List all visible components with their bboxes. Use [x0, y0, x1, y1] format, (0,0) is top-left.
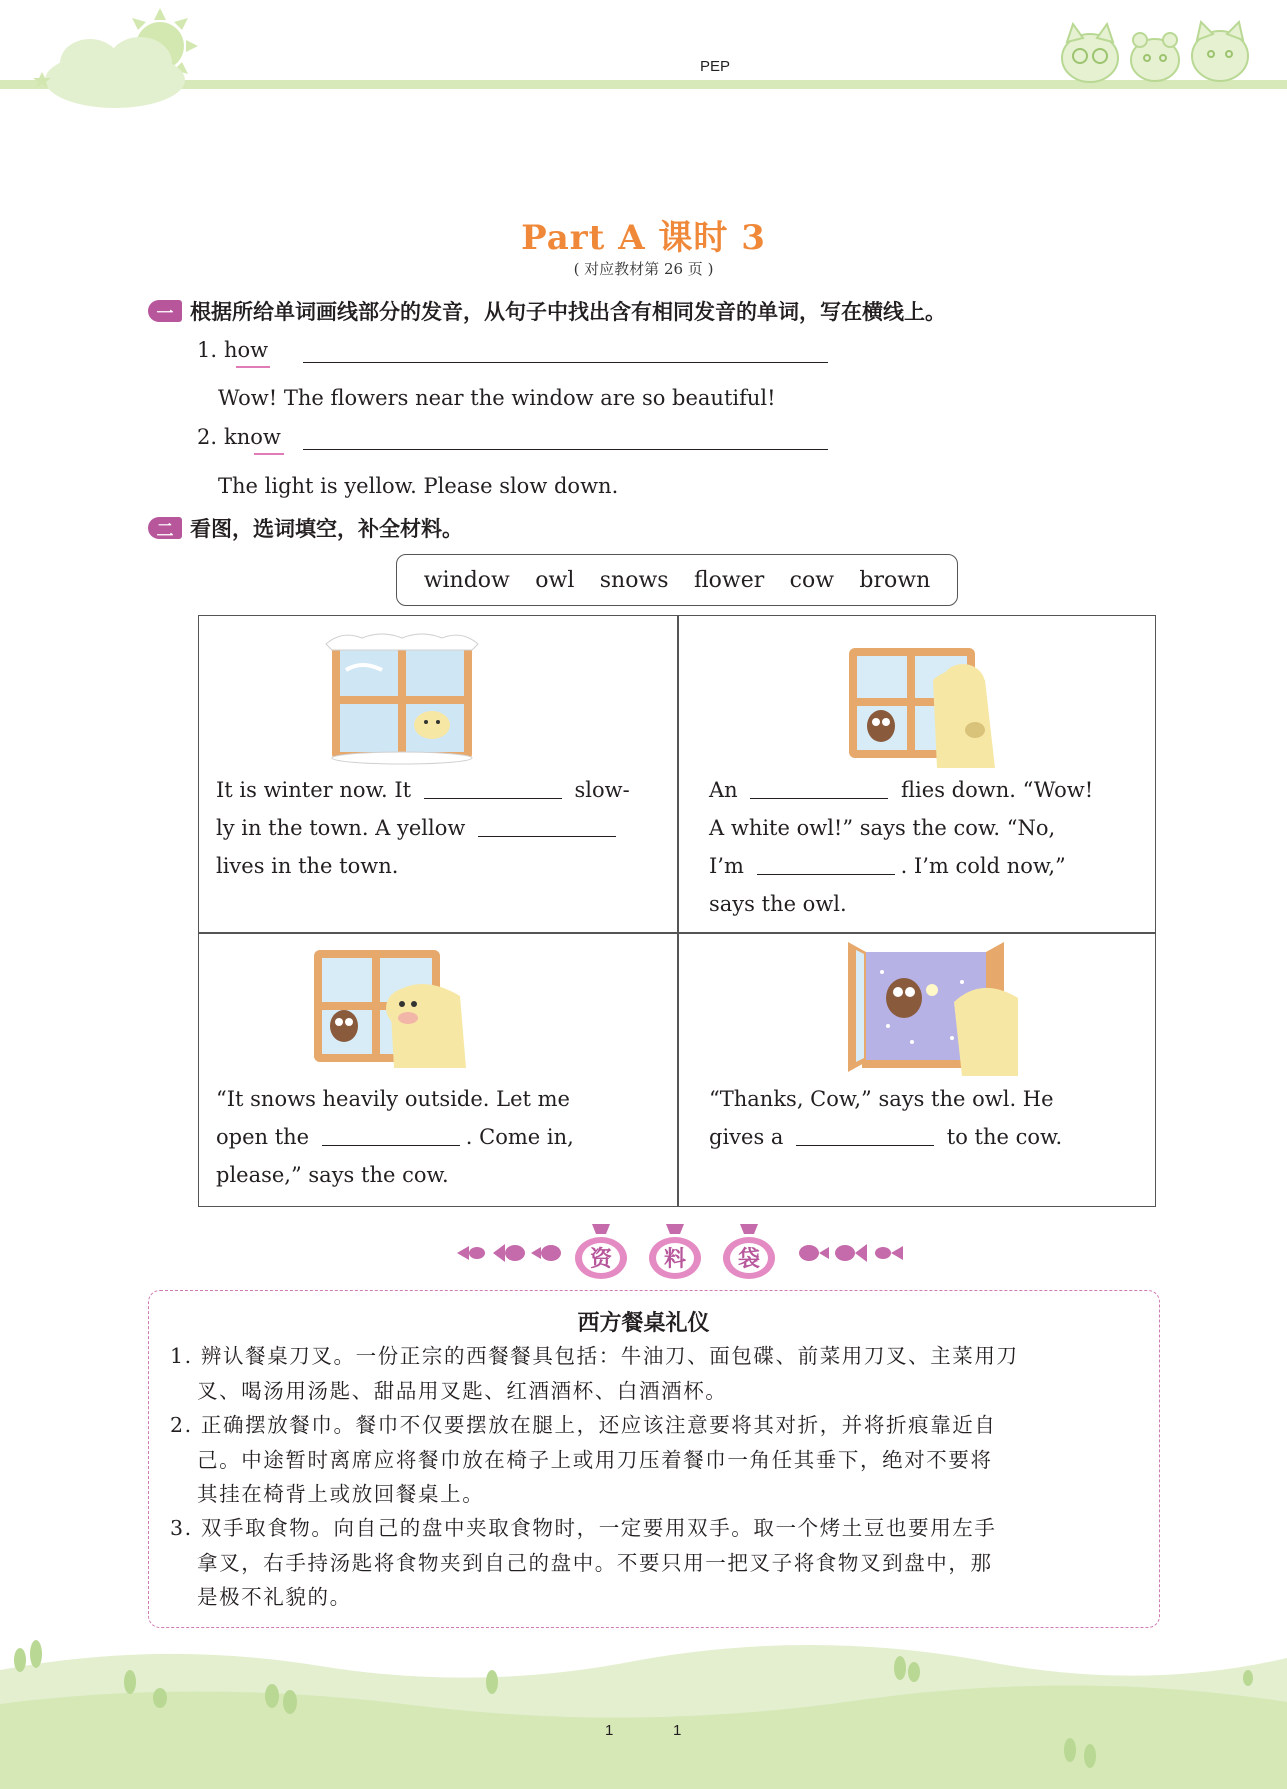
section2-instruction: 看图，选词填空，补全材料。	[190, 517, 463, 541]
sun-cloud-decoration	[20, 8, 210, 113]
item2-underline	[254, 453, 284, 455]
owl-gives-flower-illustration	[842, 942, 1022, 1076]
cell3-line2a: open the	[216, 1125, 316, 1149]
item2-sentence: The light is yellow. Please slow down.	[218, 474, 619, 498]
item1-answer-line[interactable]	[303, 362, 828, 363]
word-bank-item: cow	[789, 567, 835, 593]
cell2-blank2[interactable]	[757, 874, 895, 875]
item2-number: 2.	[197, 425, 218, 449]
item1-number: 1.	[197, 338, 218, 362]
cell2-line2: A white owl!” says the cow. “No,	[709, 816, 1056, 840]
cell2-blank1[interactable]	[750, 798, 888, 799]
item2-word: know	[224, 425, 281, 449]
word-bank-item: owl	[535, 567, 575, 593]
word-bank	[396, 554, 958, 606]
section1-badge: 一	[148, 300, 182, 322]
page-subtitle: ( 对应教材第 26 页 )	[573, 260, 714, 278]
page-title: Part A 课时 3	[521, 218, 766, 258]
snowy-window-illustration	[322, 630, 482, 766]
item1-word: how	[224, 338, 269, 362]
header-label: PEP	[700, 58, 731, 75]
info-title: 西方餐桌礼仪	[577, 1311, 710, 1336]
cell4-line2a: gives a	[709, 1125, 791, 1149]
fish-decoration-left	[455, 1238, 565, 1268]
cell4-line2b: to the cow.	[940, 1125, 1063, 1149]
info-p1-line2: 叉、喝汤用汤匙、甜品用叉匙、红酒酒杯、白酒酒杯。	[197, 1378, 728, 1403]
cell1-line1a: It is winter now. It	[216, 778, 418, 802]
cell4-text	[709, 1080, 1062, 1156]
section1-instruction: 根据所给单词画线部分的发音，从句子中找出含有相同发音的单词，写在横线上。	[190, 300, 946, 324]
section2-badge: 二	[148, 517, 182, 539]
grid-divider-horizontal	[198, 932, 1156, 934]
cell2-text	[709, 771, 1093, 923]
info-p3-line2: 拿叉，右手持汤匙将食物夹到自己的盘中。不要只用一把叉子将食物叉到盘中，那	[197, 1550, 993, 1575]
cell1-text	[216, 771, 630, 885]
cell2-line3b: . I’m cold now,”	[900, 854, 1066, 878]
info-p1-line1: 辨认餐桌刀叉。一份正宗的西餐餐具包括：牛油刀、面包碟、前菜用刀叉、主菜用刀	[200, 1344, 1019, 1368]
cell1-line2a: ly in the town. A yellow	[216, 816, 473, 840]
item1-underline	[236, 366, 270, 368]
bag-char-2: 料	[663, 1247, 686, 1272]
info-p3-line3: 是极不礼貌的。	[197, 1585, 352, 1609]
bag-char-3: 袋	[737, 1247, 760, 1272]
info-paragraph-1	[170, 1339, 1019, 1408]
info-p2-line3: 其挂在椅背上或放回餐桌上。	[197, 1482, 485, 1506]
info-paragraph-2	[170, 1408, 997, 1512]
fish-decoration-right	[795, 1238, 905, 1268]
cow-opens-window-illustration	[310, 946, 470, 1068]
bag-char-1: 资	[589, 1247, 612, 1272]
cell1-line3: lives in the town.	[216, 854, 399, 878]
cell4-line1: “Thanks, Cow,” says the owl. He	[709, 1087, 1054, 1111]
animal-faces-decoration	[1055, 18, 1255, 84]
word-bank-item: flower	[693, 567, 765, 593]
item2-answer-line[interactable]	[303, 449, 828, 450]
info-p2-line2: 己。中途暂时离席应将餐巾放在椅子上或用刀压着餐巾一角任其垂下，绝对不要将	[197, 1447, 993, 1472]
cell3-blank1[interactable]	[322, 1145, 460, 1146]
cell3-line3: please,” says the cow.	[216, 1163, 449, 1187]
cell2-line1a: An	[709, 778, 745, 802]
cell1-blank1[interactable]	[424, 798, 562, 799]
cell3-line2b: . Come in,	[465, 1125, 574, 1149]
item1-sentence: Wow! The flowers near the window are so beautiful!	[218, 386, 776, 410]
word-bank-item: snows	[599, 567, 669, 593]
word-bank-item: brown	[859, 567, 931, 593]
grid-divider-vertical	[677, 615, 679, 1207]
word-bank-item: window	[423, 567, 510, 593]
info-p2-line1: 正确摆放餐巾。餐巾不仅要摆放在腿上，还应该注意要将其对折，并将折痕靠近自	[200, 1413, 997, 1437]
info-p2-num: 2.	[170, 1413, 193, 1437]
cell2-line3a: I’m	[709, 854, 751, 878]
cell2-line1b: flies down. “Wow!	[894, 778, 1094, 802]
info-paragraph-3	[170, 1511, 997, 1615]
info-p3-line1: 双手取食物。向自己的盘中夹取食物时，一定要用双手。取一个烤土豆也要用左手	[200, 1516, 997, 1540]
cell4-blank1[interactable]	[796, 1145, 934, 1146]
grass-hills-footer	[0, 1620, 1287, 1789]
owl-cow-window-illustration	[845, 640, 1005, 768]
cell3-text	[216, 1080, 574, 1194]
cell1-line1b: slow-	[567, 778, 630, 802]
info-p3-num: 3.	[170, 1516, 193, 1540]
page-number-left: 1	[605, 1722, 614, 1739]
cell3-line1: “It snows heavily outside. Let me	[216, 1087, 570, 1111]
page-number-right: 1	[673, 1722, 682, 1739]
cell2-line4: says the owl.	[709, 892, 847, 916]
cell1-blank2[interactable]	[478, 836, 616, 837]
info-p1-num: 1.	[170, 1344, 193, 1368]
